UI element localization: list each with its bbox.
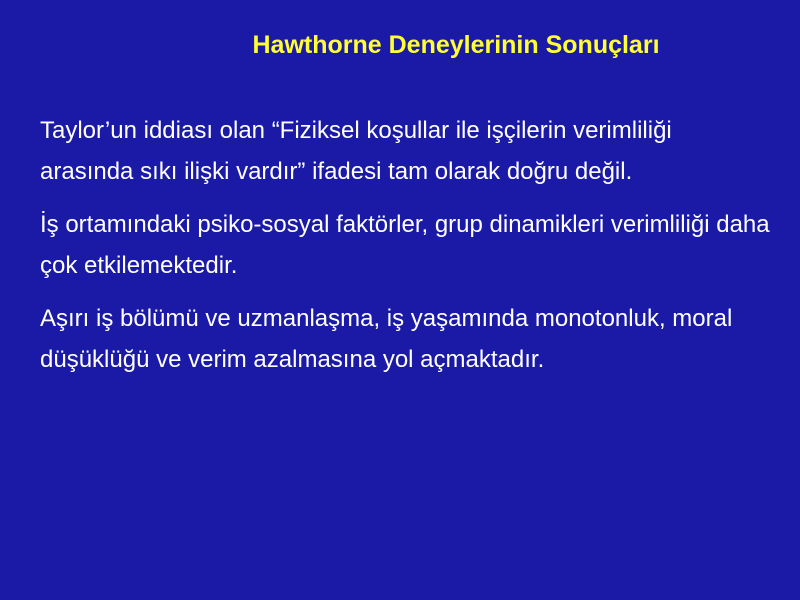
paragraph-psychosocial-factors: İş ortamındaki psiko-sosyal faktörler, grup dinamikleri verimliliği daha çok etkilemektedir. <box>40 211 770 279</box>
slide-body <box>40 110 770 392</box>
paragraph-division-of-labor: Aşırı iş bölümü ve uzmanlaşma, iş yaşamında monotonluk, moral düşüklüğü ve verim azalmasına yol açmaktadır. <box>40 305 733 373</box>
slide-title: Hawthorne Deneylerinin Sonuçları <box>252 31 660 59</box>
paragraph-taylor-claim: Taylor’un iddiası olan “Fiziksel koşullar ile işçilerin verimliliği arasında sıkı ilişki vardır” ifadesi tam olarak doğru değil. <box>40 117 672 185</box>
